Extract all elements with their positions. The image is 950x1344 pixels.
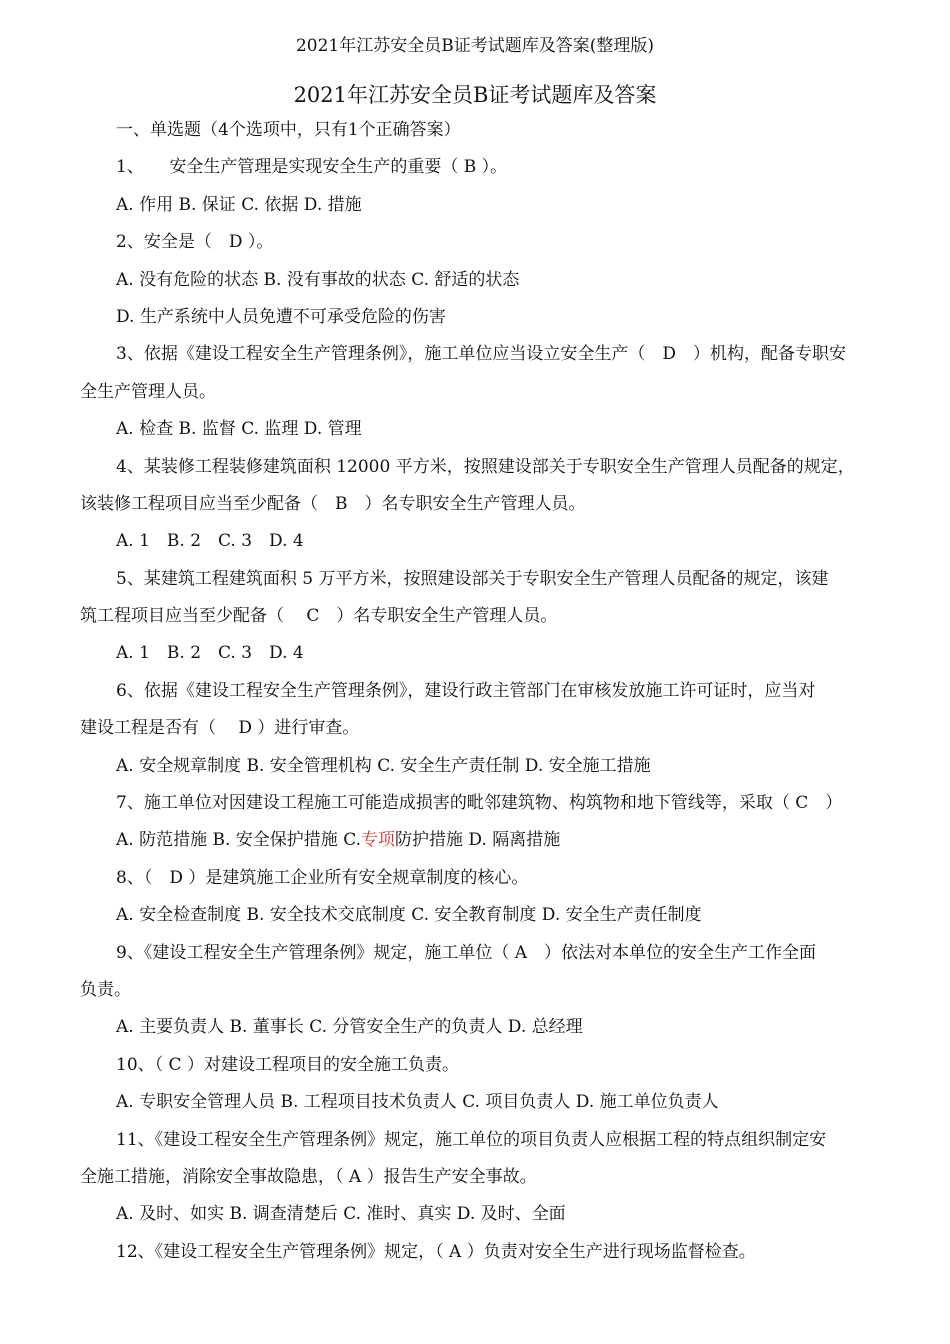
question-6-cont: 建设工程是否有（ D ）进行审查。 [80, 718, 360, 739]
question-3-cont: 全生产管理人员。 [80, 381, 216, 402]
question-12: 12、《建设工程安全生产管理条例》规定，（ A ）负责对安全生产进行现场监督检查。 [116, 1241, 756, 1262]
highlighted-term: 专项 [361, 830, 395, 851]
question-6: 6、依据《建设工程安全生产管理条例》，建设行政主管部门在审核发放施工许可证时，应当对 [116, 680, 816, 701]
question-7-options-a: A. 防范措施 B. 安全保护措施 C. [116, 830, 361, 851]
question-7-options-b: 防护措施 D. 隔离措施 [395, 830, 561, 851]
question-4: 4、某装修工程装修建筑面积 12000 平方米，按照建设部关于专职安全生产管理人员配备的规定， [116, 456, 855, 477]
question-3-options: A. 检查 B. 监督 C. 监理 D. 管理 [116, 419, 362, 440]
question-list [80, 118, 912, 1277]
question-5: 5、某建筑工程建筑面积 5 万平方米，按照建设部关于专职安全生产管理人员配备的规定，该建 [116, 568, 829, 589]
question-4-cont: 该装修工程项目应当至少配备（ B ）名专职安全生产管理人员。 [80, 493, 586, 514]
section-heading: 一、单选题（4个选项中，只有1个正确答案） [116, 120, 461, 140]
question-9-cont: 负责。 [80, 979, 131, 1000]
question-2: 2、安全是（ D ）。 [116, 232, 274, 253]
question-10: 10、（ C ）对建设工程项目的安全施工负责。 [116, 1054, 459, 1075]
question-7: 7、施工单位对因建设工程施工可能造成损害的毗邻建筑物、构筑物和地下管线等，采取（ C ） [116, 793, 843, 814]
question-4-options: A. 1 B. 2 C. 3 D. 4 [116, 531, 304, 552]
question-10-options: A. 专职安全管理人员 B. 工程项目技术负责人 C. 项目负责人 D. 施工单位负责人 [116, 1092, 719, 1113]
question-8: 8、（ D ）是建筑施工企业所有安全规章制度的核心。 [116, 867, 529, 888]
question-2-options: A. 没有危险的状态 B. 没有事故的状态 C. 舒适的状态 [116, 269, 520, 290]
question-5-options: A. 1 B. 2 C. 3 D. 4 [116, 643, 304, 664]
question-1-options: A. 作用 B. 保证 C. 依据 D. 措施 [116, 194, 362, 215]
question-11-options: A. 及时、如实 B. 调查清楚后 C. 准时、真实 D. 及时、全面 [116, 1204, 566, 1225]
question-7-options [80, 828, 912, 865]
question-9-options: A. 主要负责人 B. 董事长 C. 分管安全生产的负责人 D. 总经理 [116, 1017, 583, 1038]
question-6-options: A. 安全规章制度 B. 安全管理机构 C. 安全生产责任制 D. 安全施工措施 [116, 755, 651, 776]
question-2-options-cont: D. 生产系统中人员免遭不可承受危险的伤害 [116, 306, 446, 327]
question-3: 3、依据《建设工程安全生产管理条例》，施工单位应当设立安全生产（ D ）机构，配备专职安 [116, 344, 846, 365]
question-1: 1、 安全生产管理是实现安全生产的重要（ B ）。 [116, 157, 508, 178]
question-11-cont: 全施工措施，消除安全事故隐患，（ A ）报告生产安全事故。 [80, 1166, 537, 1187]
page-header: 2021年江苏安全员B证考试题库及答案(整理版) [295, 36, 655, 56]
document-title: 2021年江苏安全员B证考试题库及答案 [293, 83, 657, 107]
question-9: 9、《建设工程安全生产管理条例》规定，施工单位（ A ）依法对本单位的安全生产工作全面 [116, 942, 816, 963]
question-11: 11、《建设工程安全生产管理条例》规定，施工单位的项目负责人应根据工程的特点组织制定安 [116, 1129, 827, 1150]
question-5-cont: 筑工程项目应当至少配备（ C ）名专职安全生产管理人员。 [80, 606, 558, 627]
question-8-options: A. 安全检查制度 B. 安全技术交底制度 C. 安全教育制度 D. 安全生产责任制度 [116, 905, 702, 926]
